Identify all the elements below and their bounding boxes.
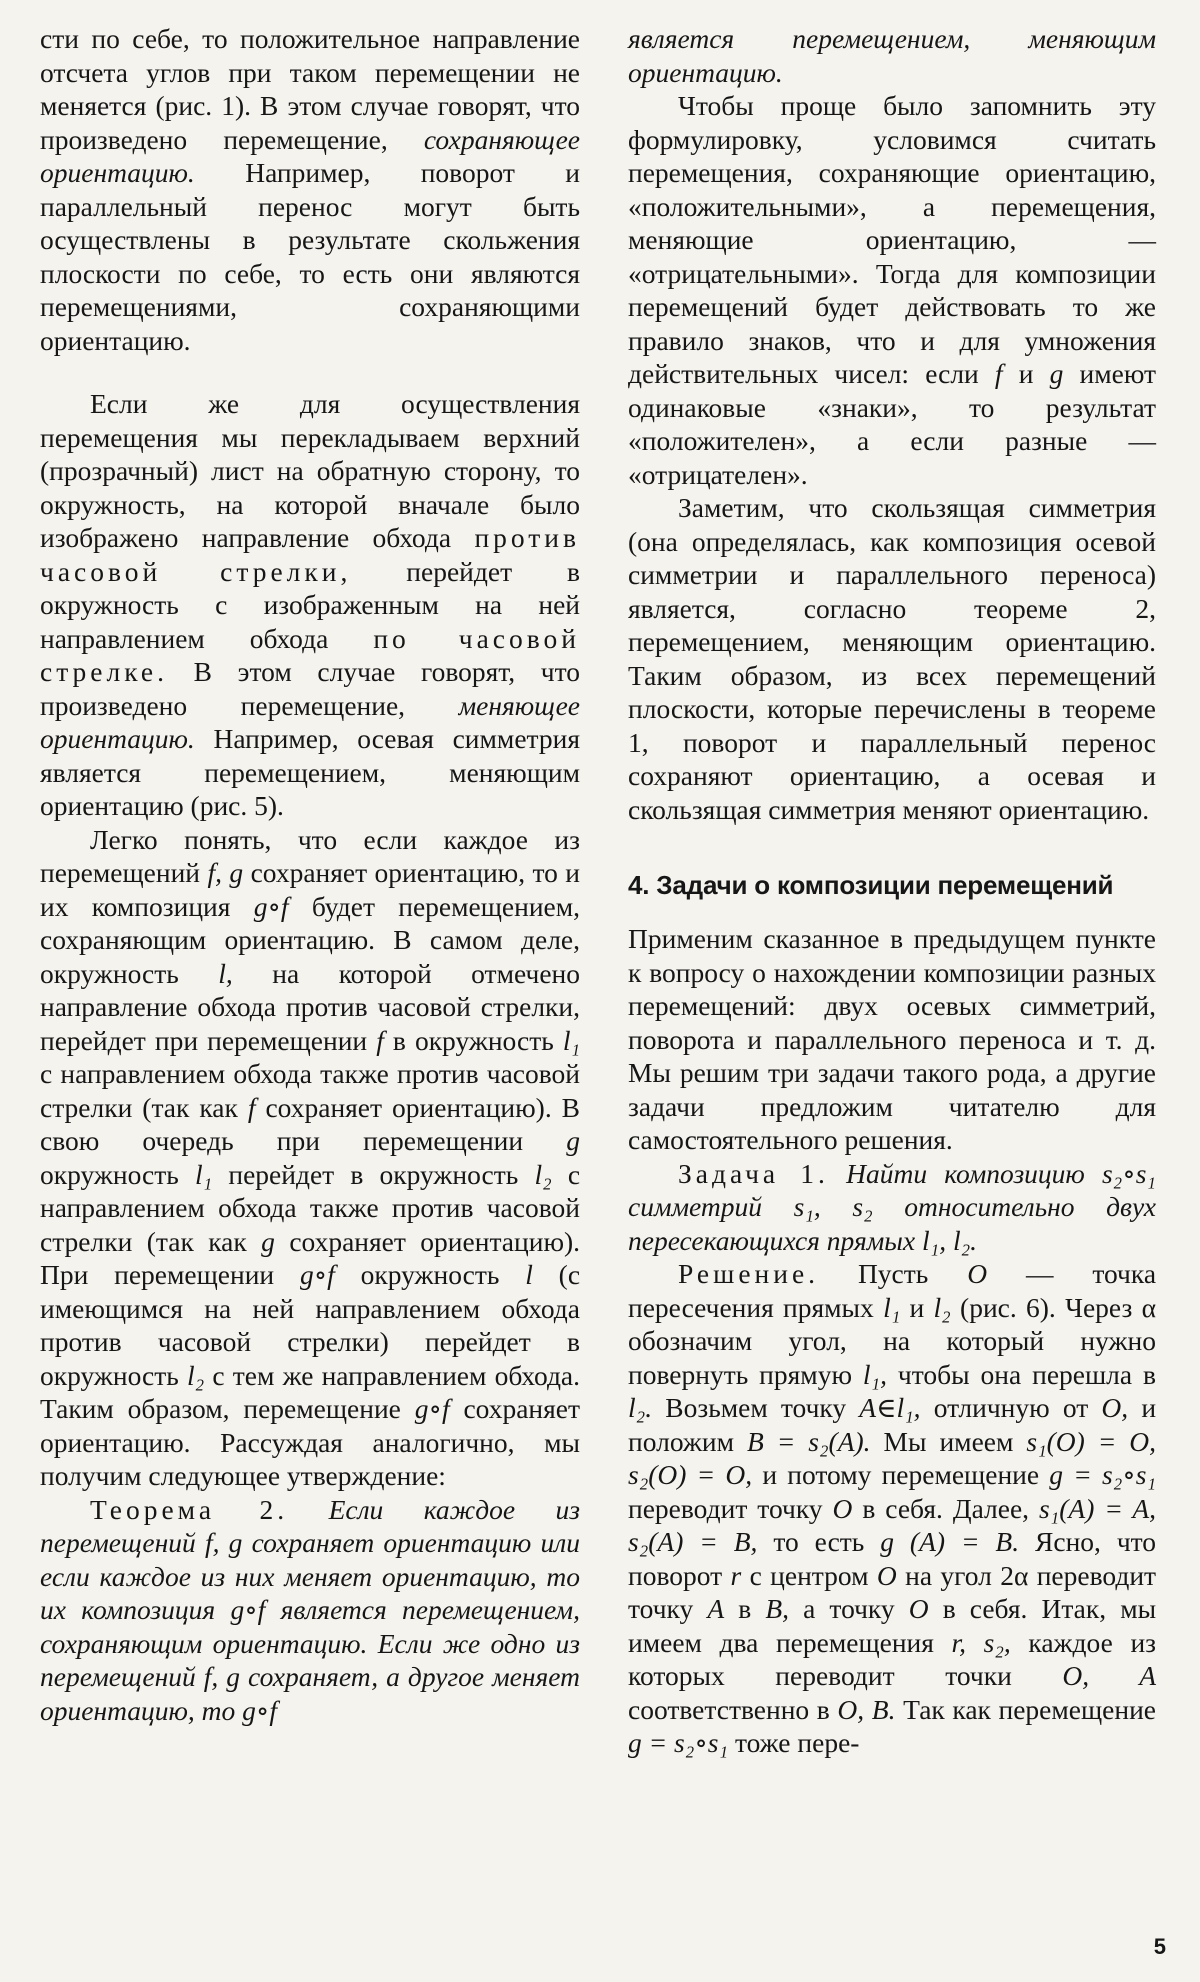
text: перейдет в окружность с изображенным на ней направлением обхода <box>40 555 581 654</box>
spaced-text: против часовой стрелки, <box>40 522 581 587</box>
text: с направлением обхода также против часовой стрелки (так как <box>40 1058 580 1123</box>
text: (с имеющимся на ней направлением обхода против часовой стрелки) перейдет в окружность <box>40 1259 581 1391</box>
solution <box>628 1257 1156 1760</box>
paragraph <box>40 22 580 357</box>
text: в себя. Итак, мы имеем два перемещения <box>628 1593 1157 1658</box>
text: сохраняет ориентацию. Рассуждая аналогично, мы получим следующее утверждение: <box>40 1393 581 1491</box>
math: g (A) = B. <box>880 1526 1020 1557</box>
paragraph <box>40 823 580 1493</box>
text: Заметим, что скользящая симметрия (она определялась, как композиция осевой симметрии и параллельного переноса) является, согласно теореме 2, перемещением, меняющим ориентацию. Таким образом, из всех перемещений плоскости, которые перечислены в теореме 1, поворот и параллельный перенос сохраняют ориентацию, а осевая и скользящая симметрия меняют ориентацию. <box>628 492 1156 825</box>
text: на угол 2α переводит точку <box>628 1559 1157 1624</box>
theorem-text: Если каждое из перемещений f, g сохраняет ориентацию или если каждое из них меняет ориентацию, то их композиция g∘f является перемещением, сохраняющим ориентацию. Если же одно из перемещений f, g сохраняет, а другое меняет ориентацию, то g∘f <box>40 1493 580 1726</box>
math: g∘f <box>253 890 289 922</box>
left-column <box>40 22 580 1727</box>
text: чтобы она перешла в <box>897 1358 1157 1390</box>
text: с направлением обхода также против часовой стрелки (так как <box>40 1158 581 1257</box>
text: Возьмем точку <box>665 1392 847 1423</box>
text: в себя. Далее, <box>862 1492 1030 1524</box>
math: l₁, <box>862 1358 887 1390</box>
math: l₁ <box>883 1291 901 1323</box>
emphasis: меняющее ориентацию. <box>40 689 581 754</box>
text: в <box>738 1593 752 1624</box>
text: сохраняет ориентацию). При перемещении <box>40 1225 581 1290</box>
paragraph <box>628 922 1156 1157</box>
math: B = s₂(A). <box>747 1425 871 1457</box>
text: (рис. 6). Через α обозначим угол, на который нужно повернуть прямую <box>628 1291 1156 1390</box>
math: r, s₂, <box>951 1626 1011 1658</box>
text: Так как перемещение <box>903 1693 1157 1725</box>
text: в окружность <box>392 1024 554 1056</box>
task-1 <box>628 1157 1156 1258</box>
text: и <box>1018 358 1034 389</box>
text: каждое из которых переводит точки <box>628 1626 1157 1691</box>
paragraph <box>40 387 580 823</box>
text: и <box>909 1291 925 1323</box>
math: O, A <box>1062 1660 1156 1691</box>
text: сохраняет ориентацию, то и их композиция <box>40 857 581 922</box>
math: A∈l₁, <box>859 1392 921 1423</box>
text: сти по себе, то положительное направление отсчета углов при таком перемещении не меняется (рис. 1). В этом случае говорят, что произведено перемещение, <box>40 23 580 155</box>
theorem-2 <box>40 1493 580 1728</box>
text: Если же для осуществления перемещения мы перекладываем верхний (прозрачный) лист на обратную сторону, то окружность, на которой вначале было изображено направление обхода <box>40 388 580 553</box>
math: A <box>707 1593 725 1624</box>
math: O, <box>1101 1392 1129 1423</box>
text: — точка пересечения прямых <box>628 1258 1157 1323</box>
math: f, g <box>207 857 244 888</box>
text: с тем же направлением обхода. Таким образом, перемещение <box>40 1359 581 1424</box>
text: окружность <box>360 1259 500 1290</box>
paragraph <box>628 22 1156 89</box>
task-text: Найти композицию s₂∘s₁ симметрий s₁, s₂ относительно двух пересекающихся прямых l₁, l₂. <box>628 1157 1156 1256</box>
math: g <box>566 1125 581 1156</box>
math: f <box>247 1091 256 1123</box>
math: l, <box>218 957 233 989</box>
math: O <box>908 1593 929 1624</box>
text: Пусть <box>857 1258 929 1289</box>
math: l₂ <box>933 1291 951 1323</box>
math: l₁ <box>194 1158 213 1190</box>
math: s₁(A) = A, s₂(A) = B, <box>628 1492 1156 1557</box>
right-column <box>628 22 1156 1760</box>
text: тоже пере- <box>734 1727 860 1758</box>
text: перейдет в окружность <box>228 1158 519 1190</box>
theorem-label: Теорема 2. <box>90 1493 289 1525</box>
text: Чтобы проще было запомнить эту формулировку, условимся считать перемещения, сохраняющие ориентацию, «положительными», а перемещения, меняющие ориентацию, — «отрицательными». Тогда для композиции перемещений будет действовать то же правило знаков, что и для умножения действительных чисел: если <box>628 90 1156 389</box>
text: и потому перемещение <box>762 1459 1040 1490</box>
text: В этом случае говорят, что произведено перемещение, <box>40 656 581 721</box>
text: то есть <box>773 1526 865 1557</box>
text: Применим сказанное в предыдущем пункте к вопросу о нахождении композиции разных перемещений: двух осевых симметрий, поворота и параллельного переноса и т. д. Мы решим три задачи такого рода, а другие задачи предложим читателю для самостоятельного решения. <box>628 923 1156 1155</box>
math: f <box>994 358 1003 389</box>
text: а точку <box>803 1593 895 1624</box>
math: g = s₂∘s₁ <box>1049 1459 1157 1490</box>
math: f <box>376 1024 384 1056</box>
text: Ясно, что поворот <box>628 1526 1157 1591</box>
math: l₂ <box>187 1359 205 1391</box>
math: O, B. <box>837 1693 896 1725</box>
text: окружность <box>40 1158 179 1190</box>
math: O <box>832 1492 853 1524</box>
text: сохраняет ориентацию). В свою очередь при перемещении <box>40 1091 581 1156</box>
page-number: 5 <box>1153 1934 1166 1959</box>
paragraph <box>628 89 1156 491</box>
paragraph <box>628 491 1156 826</box>
text: имеют одинаковые «знаки», то результат «положителен», а если разные — «отрицателен». <box>628 358 1157 490</box>
solution-label: Решение. <box>678 1258 820 1289</box>
math: l <box>525 1259 533 1290</box>
math: O <box>876 1559 897 1591</box>
math: s₁(O) = O, s₂(O) = O, <box>628 1425 1157 1490</box>
theorem-text-continued: является перемещением, меняющим ориентацию. <box>628 23 1156 88</box>
text: соответственно в <box>628 1693 830 1725</box>
text: Мы имеем <box>883 1425 1014 1457</box>
text: переводит точку <box>628 1492 823 1524</box>
math: g <box>261 1225 275 1257</box>
text: Например, осевая симметрия является перемещением, меняющим ориентацию (рис. 5). <box>40 723 580 821</box>
text: Например, поворот и параллельный перенос могут быть осуществлены в результате скольжения плоскости по себе, то есть они являются перемещениями, сохраняющими ориентацию. <box>40 157 580 356</box>
task-label: Задача 1. <box>678 1157 829 1189</box>
math: l₁ <box>562 1024 581 1056</box>
text: Легко понять, что если каждое из перемещений <box>40 823 580 888</box>
math: O <box>967 1258 988 1289</box>
text: с центром <box>749 1559 869 1591</box>
math: g∘f <box>299 1259 335 1290</box>
math: B, <box>765 1593 790 1624</box>
text: на которой отмечено направление обхода против часовой стрелки, перейдет при перемещении <box>40 957 580 1056</box>
spaced-text: по часовой стрелке. <box>40 622 580 687</box>
text: и положим <box>628 1392 1157 1457</box>
text: отличную от <box>933 1392 1089 1423</box>
math: l₂ <box>534 1158 552 1190</box>
math: g = s₂∘s₁ <box>628 1727 729 1758</box>
math: g∘f <box>414 1393 450 1424</box>
math: g <box>1049 358 1064 389</box>
math: r <box>730 1559 742 1591</box>
math: l₂. <box>628 1392 653 1423</box>
section-title: 4. Задачи о композиции перемещений <box>628 870 1114 900</box>
emphasis: сохраняющее ориентацию. <box>40 123 580 188</box>
text: будет перемещением, сохраняющим ориентацию. В самом деле, окружность <box>40 890 581 989</box>
